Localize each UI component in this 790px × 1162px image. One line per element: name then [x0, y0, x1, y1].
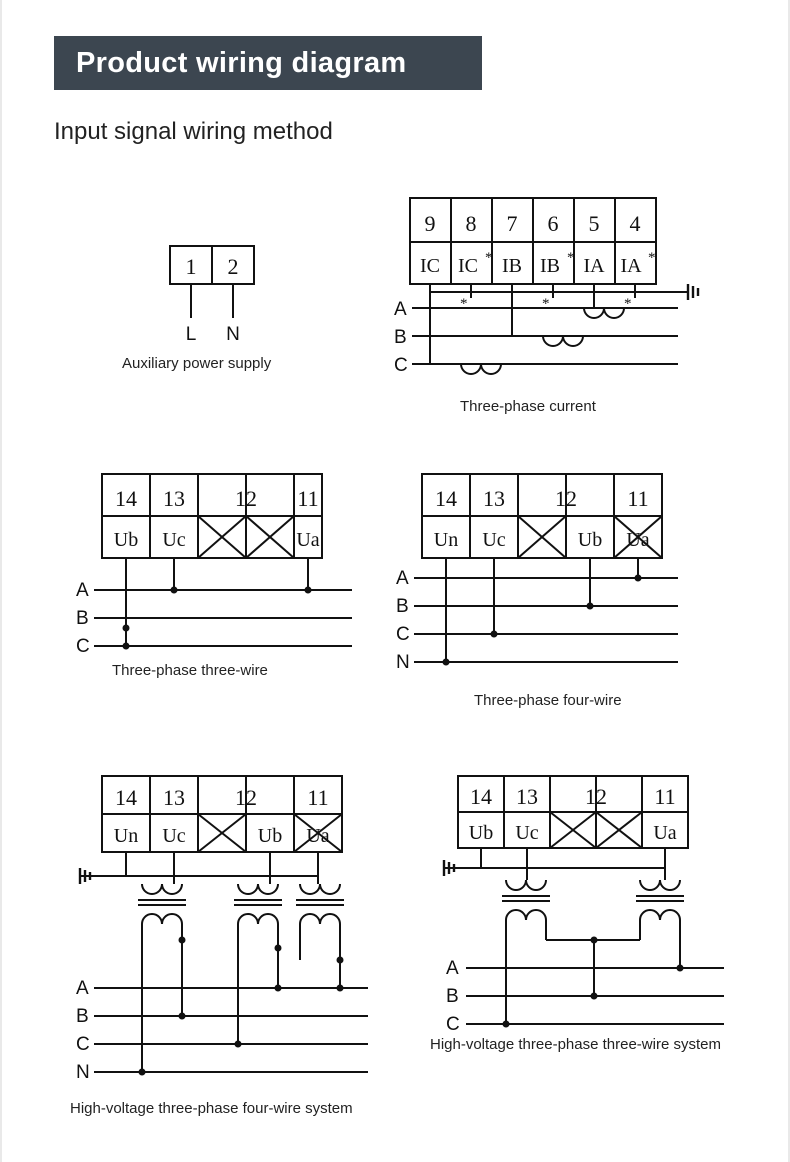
phase-label-C: C	[76, 636, 90, 657]
diagram-three-phase-four-wire	[388, 470, 698, 680]
svg-text:13: 13	[516, 784, 538, 809]
svg-text:8: 8	[465, 211, 477, 236]
phase-label-C: C	[396, 624, 410, 645]
page-title: Product wiring diagram	[76, 46, 407, 79]
svg-text:6: 6	[547, 211, 559, 236]
svg-text:14: 14	[115, 486, 137, 511]
svg-text:13: 13	[163, 486, 185, 511]
svg-text:4: 4	[629, 211, 641, 236]
svg-text:Uc: Uc	[515, 822, 539, 844]
svg-text:7: 7	[506, 211, 518, 236]
caption-three-phase-four-wire: Three-phase four-wire	[474, 692, 622, 709]
svg-text:IA: IA	[620, 255, 642, 277]
svg-text:IA: IA	[583, 255, 605, 277]
svg-text:Uc: Uc	[162, 529, 186, 551]
svg-text:Ub: Ub	[468, 822, 494, 844]
phase-label-N: N	[76, 1062, 90, 1083]
svg-text:14: 14	[435, 486, 457, 511]
phase-label-B: B	[76, 1006, 89, 1027]
phase-label-A: A	[76, 978, 89, 999]
svg-text:Uc: Uc	[162, 825, 186, 847]
svg-text:11: 11	[627, 486, 649, 511]
page-subtitle: Input signal wiring method	[54, 118, 333, 145]
phase-label-A: A	[446, 958, 459, 979]
svg-text:14: 14	[115, 785, 137, 810]
diagram-three-phase-three-wire	[68, 470, 368, 660]
phase-label-B: B	[76, 608, 89, 629]
svg-text:Ua: Ua	[296, 529, 320, 551]
svg-text:*: *	[624, 296, 632, 312]
svg-text:*: *	[567, 250, 575, 266]
svg-text:Un: Un	[113, 825, 139, 847]
diagram-hv-three-phase-three-wire	[434, 772, 734, 1035]
phase-label-A: A	[394, 299, 407, 320]
caption-three-phase-current: Three-phase current	[460, 398, 596, 415]
svg-text:Ua: Ua	[653, 822, 677, 844]
svg-text:IB: IB	[502, 255, 522, 277]
svg-text:13: 13	[163, 785, 185, 810]
svg-text:*: *	[485, 250, 493, 266]
terminal-1: 1	[185, 254, 197, 279]
svg-text:*: *	[542, 296, 550, 312]
svg-text:11: 11	[297, 486, 319, 511]
svg-text:Ua: Ua	[626, 529, 650, 551]
svg-text:11: 11	[654, 784, 676, 809]
caption-auxiliary-power-supply: Auxiliary power supply	[122, 355, 272, 372]
svg-text:*: *	[460, 296, 468, 312]
svg-text:IC: IC	[458, 255, 478, 277]
phase-label-B: B	[446, 986, 459, 1007]
svg-text:9: 9	[424, 211, 436, 236]
terminal-2: 2	[227, 254, 239, 279]
caption-hv-three-phase-three-wire: High-voltage three-phase three-wire system	[430, 1036, 721, 1053]
svg-text:12: 12	[235, 486, 257, 511]
phase-label-B: B	[394, 327, 407, 348]
svg-text:Ub: Ub	[113, 529, 139, 551]
phase-label-A: A	[396, 568, 409, 589]
diagram-hv-three-phase-four-wire	[68, 772, 378, 1092]
caption-hv-three-phase-four-wire: High-voltage three-phase four-wire system	[70, 1100, 353, 1117]
pin-label-N: N	[226, 324, 240, 345]
phase-label-B: B	[396, 596, 409, 617]
phase-label-C: C	[76, 1034, 90, 1055]
svg-text:Uc: Uc	[482, 529, 506, 551]
svg-text:12: 12	[555, 486, 577, 511]
page-title-banner	[54, 36, 482, 90]
svg-text:IB: IB	[540, 255, 560, 277]
phase-label-C: C	[394, 355, 408, 376]
phase-label-A: A	[76, 580, 89, 601]
svg-text:12: 12	[235, 785, 257, 810]
phase-label-C: C	[446, 1014, 460, 1035]
svg-text:12: 12	[585, 784, 607, 809]
diagram-auxiliary-power-supply	[122, 240, 362, 350]
diagram-three-phase-current	[388, 196, 718, 391]
svg-text:14: 14	[470, 784, 492, 809]
svg-text:Ua: Ua	[306, 825, 330, 847]
phase-label-N: N	[396, 652, 410, 673]
caption-three-phase-three-wire: Three-phase three-wire	[112, 662, 268, 679]
svg-text:5: 5	[588, 211, 600, 236]
svg-text:Ub: Ub	[577, 529, 603, 551]
svg-text:*: *	[648, 250, 656, 266]
svg-text:Un: Un	[433, 529, 459, 551]
pin-label-L: L	[185, 324, 197, 345]
svg-text:IC: IC	[420, 255, 440, 277]
svg-text:13: 13	[483, 486, 505, 511]
svg-text:11: 11	[307, 785, 329, 810]
svg-text:Ub: Ub	[257, 825, 283, 847]
